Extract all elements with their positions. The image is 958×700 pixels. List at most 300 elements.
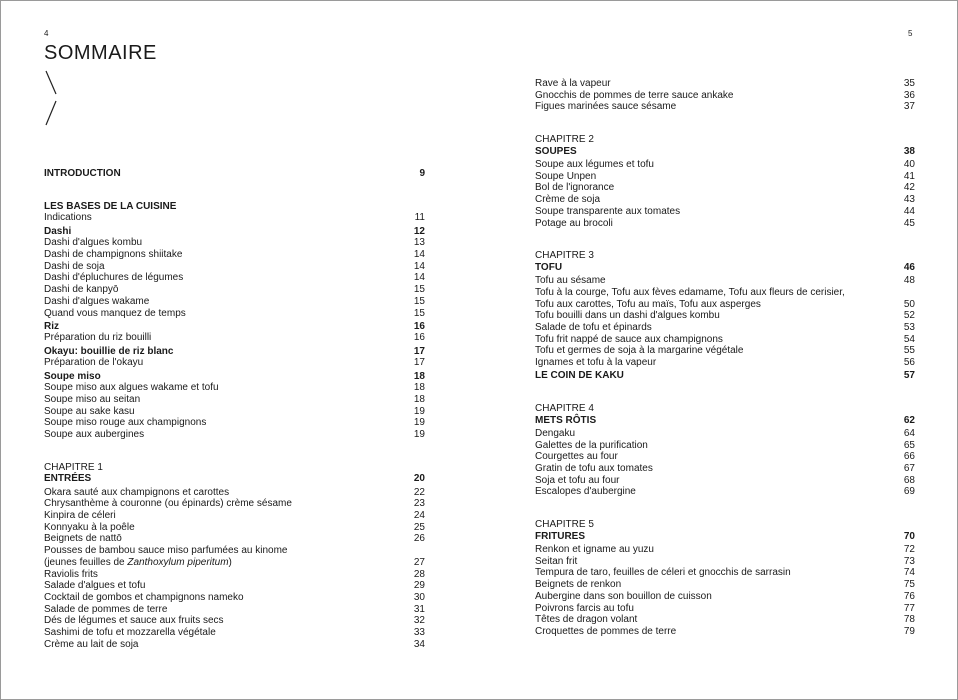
toc-entry [535, 171, 915, 183]
toc-entry-title [44, 261, 408, 273]
toc-entry-title [535, 579, 898, 591]
toc-entry-title [535, 182, 898, 194]
backslash-stroke [46, 71, 56, 94]
toc-entry-page: 66 [903, 451, 915, 463]
toc-entry [44, 639, 425, 651]
toc-entry-page: 15 [413, 295, 425, 307]
toc-entry-title [44, 417, 408, 429]
toc-entry [535, 345, 915, 357]
toc-entry-text: Kinpira de céleri [44, 510, 116, 522]
toc-entry-title [535, 194, 898, 206]
toc-entry [535, 567, 915, 579]
toc-right-column [535, 78, 915, 638]
toc-entry [44, 569, 425, 581]
toc-entry-page: 79 [903, 625, 915, 637]
toc-entry-title [44, 346, 408, 358]
toc-entry-text: (jeunes feuilles de [44, 556, 128, 568]
toc-entry [44, 371, 425, 383]
toc-entry [44, 237, 425, 249]
toc-entry-title [44, 580, 408, 592]
toc-entry-title [535, 322, 898, 334]
toc-entry [535, 182, 915, 194]
toc-entry-text: INTRODUCTION [44, 168, 121, 179]
toc-entry-title [44, 296, 408, 308]
toc-entry-title [44, 226, 408, 238]
toc-entry-page: 19 [413, 405, 425, 417]
toc-entry-title [535, 486, 898, 498]
toc-entry [44, 417, 425, 429]
toc-entry-text: Tofu au sésame [535, 275, 606, 287]
toc-entry-title [44, 510, 408, 522]
toc-entry-title [44, 615, 408, 627]
toc-entry-title [535, 159, 898, 171]
toc-entry [535, 556, 915, 568]
toc-entry-text: Tofu bouilli dans un dashi d'algues kombu [535, 310, 720, 322]
toc-entry-text: CHAPITRE 3 [535, 250, 594, 262]
toc-entry-page: 75 [903, 579, 915, 591]
toc-entry-page: 69 [903, 486, 915, 498]
toc-entry-title [535, 591, 898, 603]
toc-entry [535, 250, 915, 262]
toc-entry [44, 168, 425, 180]
toc-entry [535, 403, 915, 415]
toc-entry [535, 626, 915, 638]
toc-entry-page: 46 [903, 261, 915, 273]
toc-entry-title [44, 545, 419, 557]
toc-entry-text: Croquettes de pommes de terre [535, 625, 677, 637]
toc-entry-title [535, 475, 898, 487]
toc-entry-text: Beignets de renkon [535, 579, 622, 591]
toc-entry [535, 614, 915, 626]
toc-entry-page: 53 [903, 321, 915, 333]
toc-entry-text: SOUPES [535, 145, 577, 157]
toc-entry-text: LES BASES DE LA CUISINE [44, 200, 177, 212]
toc-entry-page: 44 [903, 205, 915, 217]
toc-entry-text: CHAPITRE 4 [535, 402, 594, 414]
toc-entry-title [535, 250, 909, 262]
toc-entry-page: 37 [903, 101, 915, 113]
toc-entry-text: Dashi de kanpyō [44, 284, 119, 296]
toc-entry-title [535, 134, 909, 146]
toc-entry-title [44, 487, 408, 499]
toc-entry-page: 50 [903, 298, 915, 310]
toc-entry-text: Ignames et tofu à la vapeur [535, 357, 657, 369]
toc-entry-page: 19 [413, 417, 425, 429]
toc-entry-title [535, 519, 909, 531]
toc-entry-page: 56 [903, 357, 915, 369]
toc-entry [44, 249, 425, 261]
toc-entry-title [44, 627, 408, 639]
toc-entry-page: 52 [903, 310, 915, 322]
toc-entry-title [44, 168, 413, 180]
toc-entry-text: METS RÔTIS [535, 414, 597, 426]
toc-entry [44, 462, 425, 474]
toc-entry-text: Seitan frit [535, 555, 578, 567]
toc-entry-text: Dashi [44, 225, 72, 237]
toc-entry-page: 27 [413, 556, 425, 568]
toc-entry-text: Soupe miso [44, 370, 101, 382]
toc-entry [535, 544, 915, 556]
toc-entry-text: Soupe au sake kasu [44, 405, 135, 417]
toc-entry-page [909, 134, 915, 146]
toc-entry-title [44, 522, 408, 534]
toc-entry-text: Dengaku [535, 427, 576, 439]
toc-entry-page: 76 [903, 590, 915, 602]
toc-entry-text: Dashi de soja [44, 260, 105, 272]
toc-entry [44, 201, 425, 213]
toc-entry-text: Figues marinées sauce sésame [535, 101, 677, 113]
toc-entry-title [44, 249, 408, 261]
toc-entry-title [44, 498, 408, 510]
toc-entry-page [909, 250, 915, 262]
toc-entry-title [535, 334, 898, 346]
toc-entry-page: 65 [903, 439, 915, 451]
toc-entry-page: 12 [413, 225, 425, 237]
toc-entry-title [535, 357, 898, 369]
toc-entry-title [44, 406, 408, 418]
toc-entry-text: Tofu et germes de soja à la margarine végétale [535, 345, 744, 357]
toc-entry [535, 146, 915, 158]
toc-entry [44, 346, 425, 358]
toc-entry-page: 30 [413, 592, 425, 603]
toc-entry-text: Préparation de l'okayu [44, 357, 144, 369]
toc-entry-page: 40 [903, 159, 915, 171]
toc-entry-title [44, 212, 409, 224]
toc-entry-text: Tofu à la courge, Tofu aux fèves edamame, Tofu aux fleurs de cerisier, [535, 286, 845, 298]
toc-entry-page: 67 [903, 462, 915, 474]
toc-entry-page: 35 [903, 78, 915, 89]
toc-entry-text: Sashimi de tofu et mozzarella végétale [44, 627, 216, 639]
toc-entry-page: 16 [413, 332, 425, 344]
toc-entry-title [44, 462, 419, 474]
toc-entry-text: Courgettes au four [535, 451, 618, 463]
toc-entry-page: 13 [413, 237, 425, 249]
toc-entry-text-suffix: ) [228, 556, 232, 568]
toc-entry-page: 78 [903, 614, 915, 626]
toc-entry-title [535, 171, 898, 183]
toc-entry-page: 18 [413, 370, 425, 382]
toc-entry-title [44, 533, 408, 545]
toc-entry-title [44, 382, 408, 394]
toc-entry [535, 519, 915, 531]
toc-entry-title [44, 332, 408, 344]
toc-entry [44, 604, 425, 616]
toc-entry [44, 473, 425, 485]
toc-entry [535, 287, 915, 299]
toc-entry [535, 310, 915, 322]
toc-entry [44, 498, 425, 510]
toc-entry-text: Dés de légumes et sauce aux fruits secs [44, 615, 224, 627]
toc-entry-text: Dashi d'épluchures de légumes [44, 272, 184, 284]
toc-entry-text: Raviolis frits [44, 568, 98, 580]
toc-entry [44, 487, 425, 499]
toc-entry [535, 440, 915, 452]
toc-entry-text: Têtes de dragon volant [535, 614, 638, 626]
toc-entry-title [44, 357, 408, 369]
toc-entry-text: Konnyaku à la poêle [44, 521, 135, 533]
toc-entry-text: Soupe miso au seitan [44, 393, 141, 405]
toc-entry [44, 308, 425, 320]
toc-entry-text: Tofu aux carottes, Tofu au maïs, Tofu aux asperges [535, 298, 761, 310]
toc-entry-text: Préparation du riz bouilli [44, 332, 152, 344]
toc-entry-title [535, 603, 898, 615]
toc-entry-title [44, 557, 408, 569]
toc-entry-title [44, 237, 408, 249]
toc-entry-text: Poivrons farcis au tofu [535, 602, 634, 614]
toc-entry-page: 29 [413, 580, 425, 592]
toc-entry-text: Crème de soja [535, 194, 601, 206]
toc-entry-page: 41 [903, 170, 915, 182]
toc-entry-title [535, 463, 898, 475]
toc-entry [535, 322, 915, 334]
toc-entry [535, 463, 915, 475]
toc-entry [535, 299, 915, 311]
toc-entry-page: 23 [413, 498, 425, 510]
toc-entry-title [535, 370, 898, 382]
toc-entry [535, 159, 915, 171]
toc-entry-title [535, 415, 898, 427]
toc-entry [535, 194, 915, 206]
toc-entry-page: 45 [903, 217, 915, 229]
toc-entry-title [535, 403, 909, 415]
toc-entry-text: CHAPITRE 5 [535, 519, 594, 531]
toc-entry-page: 22 [413, 486, 425, 498]
toc-entry-page [419, 201, 425, 213]
toc-entry-text: Beignets de nattō [44, 533, 122, 545]
toc-entry-page [909, 519, 915, 531]
toc-entry-page: 18 [413, 382, 425, 394]
toc-entry-text: Soupe aux aubergines [44, 429, 145, 441]
toc-entry-page: 28 [413, 568, 425, 580]
toc-entry [44, 272, 425, 284]
toc-entry-text: Indications [44, 212, 92, 224]
toc-entry-title [535, 345, 898, 357]
toc-entry-title [535, 544, 898, 556]
toc-entry-text: Soupe aux légumes et tofu [535, 159, 654, 171]
toc-entry-page: 43 [903, 194, 915, 206]
toc-entry-title [44, 201, 419, 213]
toc-entry-title [44, 639, 408, 651]
toc-entry-title [535, 451, 898, 463]
toc-entry-text: Okara sauté aux champignons et carottes [44, 486, 230, 498]
toc-entry-page: 20 [413, 473, 425, 485]
toc-entry-text: Soupe transparente aux tomates [535, 205, 681, 217]
toc-entry-text: Crème au lait de soja [44, 638, 139, 650]
toc-entry-text: Escalopes d'aubergine [535, 486, 636, 498]
toc-entry-text: Dashi d'algues kombu [44, 237, 143, 249]
toc-entry-text: CHAPITRE 2 [535, 134, 594, 146]
toc-entry-page: 54 [903, 333, 915, 345]
toc-entry [44, 212, 425, 224]
toc-entry-page: 24 [413, 510, 425, 522]
toc-entry [535, 451, 915, 463]
toc-entry [44, 429, 425, 441]
toc-entry-title [535, 299, 898, 311]
toc-entry-title [535, 626, 898, 638]
toc-entry-text: Chrysanthème à couronne (ou épinards) crème sésame [44, 498, 292, 510]
toc-entry-text: Tofu frit nappé de sauce aux champignons [535, 333, 723, 345]
toc-entry-text: CHAPITRE 1 [44, 461, 103, 473]
toc-entry [535, 101, 915, 113]
toc-entry [44, 394, 425, 406]
toc-entry-page [909, 403, 915, 415]
toc-entry-title [535, 428, 898, 440]
toc-entry-page: 26 [413, 533, 425, 545]
toc-entry-text: Cocktail de gombos et champignons nameko [44, 592, 244, 603]
toc-entry-title [44, 569, 408, 581]
toc-entry-title [535, 146, 898, 158]
toc-entry-page: 62 [903, 414, 915, 426]
toc-entry [535, 531, 915, 543]
toc-entry-page: 55 [903, 345, 915, 357]
toc-entry-title [44, 284, 408, 296]
toc-entry-title [44, 394, 408, 406]
toc-entry-page: 11 [414, 212, 425, 224]
toc-entry [535, 475, 915, 487]
toc-entry [535, 415, 915, 427]
toc-entry-page: 74 [903, 567, 915, 579]
toc-entry [535, 357, 915, 369]
toc-entry-text: Galettes de la purification [535, 439, 648, 451]
toc-entry-page: 33 [413, 627, 425, 639]
toc-entry-page: 42 [903, 182, 915, 194]
toc-entry [44, 332, 425, 344]
toc-entry-text: Tempura de taro, feuilles de céleri et gnocchis de sarrasin [535, 567, 791, 579]
toc-entry-text: Salade de tofu et épinards [535, 321, 652, 333]
right-page-number: 5 [908, 29, 913, 38]
toc-entry [535, 78, 915, 90]
toc-entry-page: 18 [413, 393, 425, 405]
toc-entry-title [535, 206, 898, 218]
toc-entry [535, 579, 915, 591]
toc-entry [44, 627, 425, 639]
toc-entry-title [535, 275, 898, 287]
toc-entry [44, 580, 425, 592]
toc-entry-page: 64 [903, 427, 915, 439]
toc-entry-page: 14 [413, 260, 425, 272]
toc-entry [535, 206, 915, 218]
toc-entry-title [44, 308, 408, 320]
toc-entry-text: Rave à la vapeur [535, 78, 611, 89]
toc-entry-title [535, 287, 909, 299]
toc-entry-text: Dashi d'algues wakame [44, 295, 150, 307]
toc-entry-page: 72 [903, 544, 915, 555]
toc-entry-page [419, 462, 425, 474]
toc-entry-text: Gnocchis de pommes de terre sauce ankake [535, 89, 734, 101]
toc-entry-page: 25 [413, 521, 425, 533]
toc-entry-page: 17 [413, 345, 425, 357]
toc-entry-text: Riz [44, 320, 59, 332]
toc-entry-title [535, 567, 898, 579]
toc-entry-title [44, 592, 408, 604]
toc-entry-title [44, 371, 408, 383]
toc-entry-title [535, 531, 898, 543]
toc-entry [535, 603, 915, 615]
toc-entry [44, 296, 425, 308]
toc-entry [535, 486, 915, 498]
toc-entry [44, 510, 425, 522]
toc-entry [535, 370, 915, 382]
toc-entry [44, 382, 425, 394]
toc-entry-page: 32 [413, 615, 425, 627]
toc-entry [44, 522, 425, 534]
toc-entry [44, 545, 425, 557]
toc-entry-page: 31 [413, 603, 425, 615]
toc-entry-page: 38 [903, 145, 915, 157]
toc-entry-title [44, 429, 408, 441]
toc-entry [535, 262, 915, 274]
toc-entry [535, 591, 915, 603]
toc-entry-page: 16 [413, 320, 425, 332]
toc-entry-title [535, 614, 898, 626]
page-title: SOMMAIRE [44, 42, 157, 64]
toc-entry-page: 77 [903, 602, 915, 614]
toc-entry-page: 34 [413, 638, 425, 650]
toc-entry [44, 557, 425, 569]
toc-entry [44, 592, 425, 604]
toc-left-column [44, 168, 425, 651]
toc-entry-page: 15 [413, 307, 425, 319]
toc-entry-text: Dashi de champignons shiitake [44, 249, 183, 261]
toc-entry-text: Bol de l'ignorance [535, 182, 615, 194]
toc-entry-page: 57 [903, 370, 915, 382]
toc-entry-text: Quand vous manquez de temps [44, 307, 186, 319]
toc-entry-text: ENTRÉES [44, 473, 92, 485]
toc-entry-title [535, 101, 898, 113]
toc-entry-title [535, 78, 898, 90]
toc-entry-page: 68 [903, 474, 915, 486]
toc-entry-title [535, 90, 898, 102]
toc-entry [44, 615, 425, 627]
toc-entry-title [535, 310, 898, 322]
toc-entry-page: 19 [413, 429, 425, 441]
toc-entry-text: Soupe miso aux algues wakame et tofu [44, 382, 219, 394]
toc-entry-text: TOFU [535, 261, 563, 273]
toc-entry-title [44, 321, 408, 333]
toc-entry-text: Soupe miso rouge aux champignons [44, 417, 207, 429]
toc-entry-page: 14 [413, 249, 425, 261]
toc-entry [535, 218, 915, 230]
toc-entry-text: FRITURES [535, 530, 585, 542]
left-page-number: 4 [44, 29, 49, 38]
toc-entry-page: 70 [903, 530, 915, 542]
toc-entry-page: 36 [903, 89, 915, 101]
toc-entry [44, 406, 425, 418]
toc-entry [44, 357, 425, 369]
toc-entry-title [535, 556, 898, 568]
toc-entry-text: Pousses de bambou sauce miso parfumées au kinome [44, 545, 288, 557]
toc-entry-text: Okayu: bouillie de riz blanc [44, 345, 174, 357]
toc-entry-text: Salade d'algues et tofu [44, 580, 146, 592]
toc-entry [535, 428, 915, 440]
toc-entry-title [535, 262, 898, 274]
toc-entry-page: 15 [413, 284, 425, 296]
toc-entry-title [44, 473, 408, 485]
toc-entry [535, 334, 915, 346]
toc-entry-page: 48 [903, 275, 915, 287]
toc-entry [44, 533, 425, 545]
toc-entry-text: Potage au brocoli [535, 217, 613, 229]
toc-entry [535, 90, 915, 102]
toc-entry-text: Renkon et igname au yuzu [535, 544, 654, 555]
toc-entry [44, 261, 425, 273]
toc-entry-text: Gratin de tofu aux tomates [535, 462, 653, 474]
toc-entry [44, 321, 425, 333]
toc-entry-text: Aubergine dans son bouillon de cuisson [535, 590, 712, 602]
toc-entry-page: 14 [413, 272, 425, 284]
toc-entry-title [535, 440, 898, 452]
toc-entry-text: Soupe Unpen [535, 170, 597, 182]
